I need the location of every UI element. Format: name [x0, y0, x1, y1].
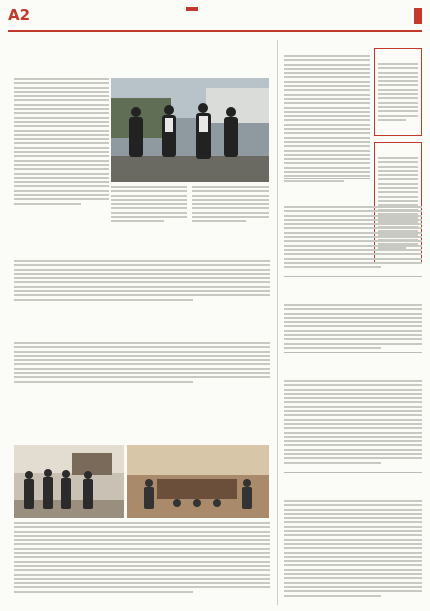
editorial-box-1-body [378, 63, 418, 123]
section-ornament [414, 8, 422, 24]
editorial-box-1-title [375, 49, 421, 53]
article-1-body-col1 [14, 78, 109, 207]
sidebar-body-4 [284, 500, 422, 599]
editorial-box-1 [374, 48, 422, 136]
article-4-photo-right [127, 445, 269, 518]
section-title [186, 7, 198, 11]
page-number: A2 [8, 6, 31, 24]
article-1-body-col3 [192, 186, 269, 225]
sidebar-body-1 [284, 206, 422, 270]
column-divider [277, 40, 278, 605]
sidebar-body-2 [284, 304, 422, 351]
article-1-photo [111, 78, 269, 182]
article-4-body [14, 522, 270, 595]
photo-meeting-room [127, 445, 269, 518]
article-3-body [14, 342, 270, 385]
photo-group-visit [14, 445, 124, 518]
divider-2 [284, 276, 422, 277]
divider-3 [284, 352, 422, 353]
article-2-body [14, 260, 270, 303]
article-1-body-col2 [111, 186, 187, 225]
divider-1 [284, 178, 370, 179]
right-column-top-text [284, 55, 370, 184]
divider-4 [284, 472, 422, 473]
photo-officials-at-site [111, 78, 269, 182]
masthead [8, 4, 422, 32]
sidebar-body-3 [284, 380, 422, 466]
article-4-photo-left [14, 445, 124, 518]
editorial-box-2-title [375, 143, 421, 147]
